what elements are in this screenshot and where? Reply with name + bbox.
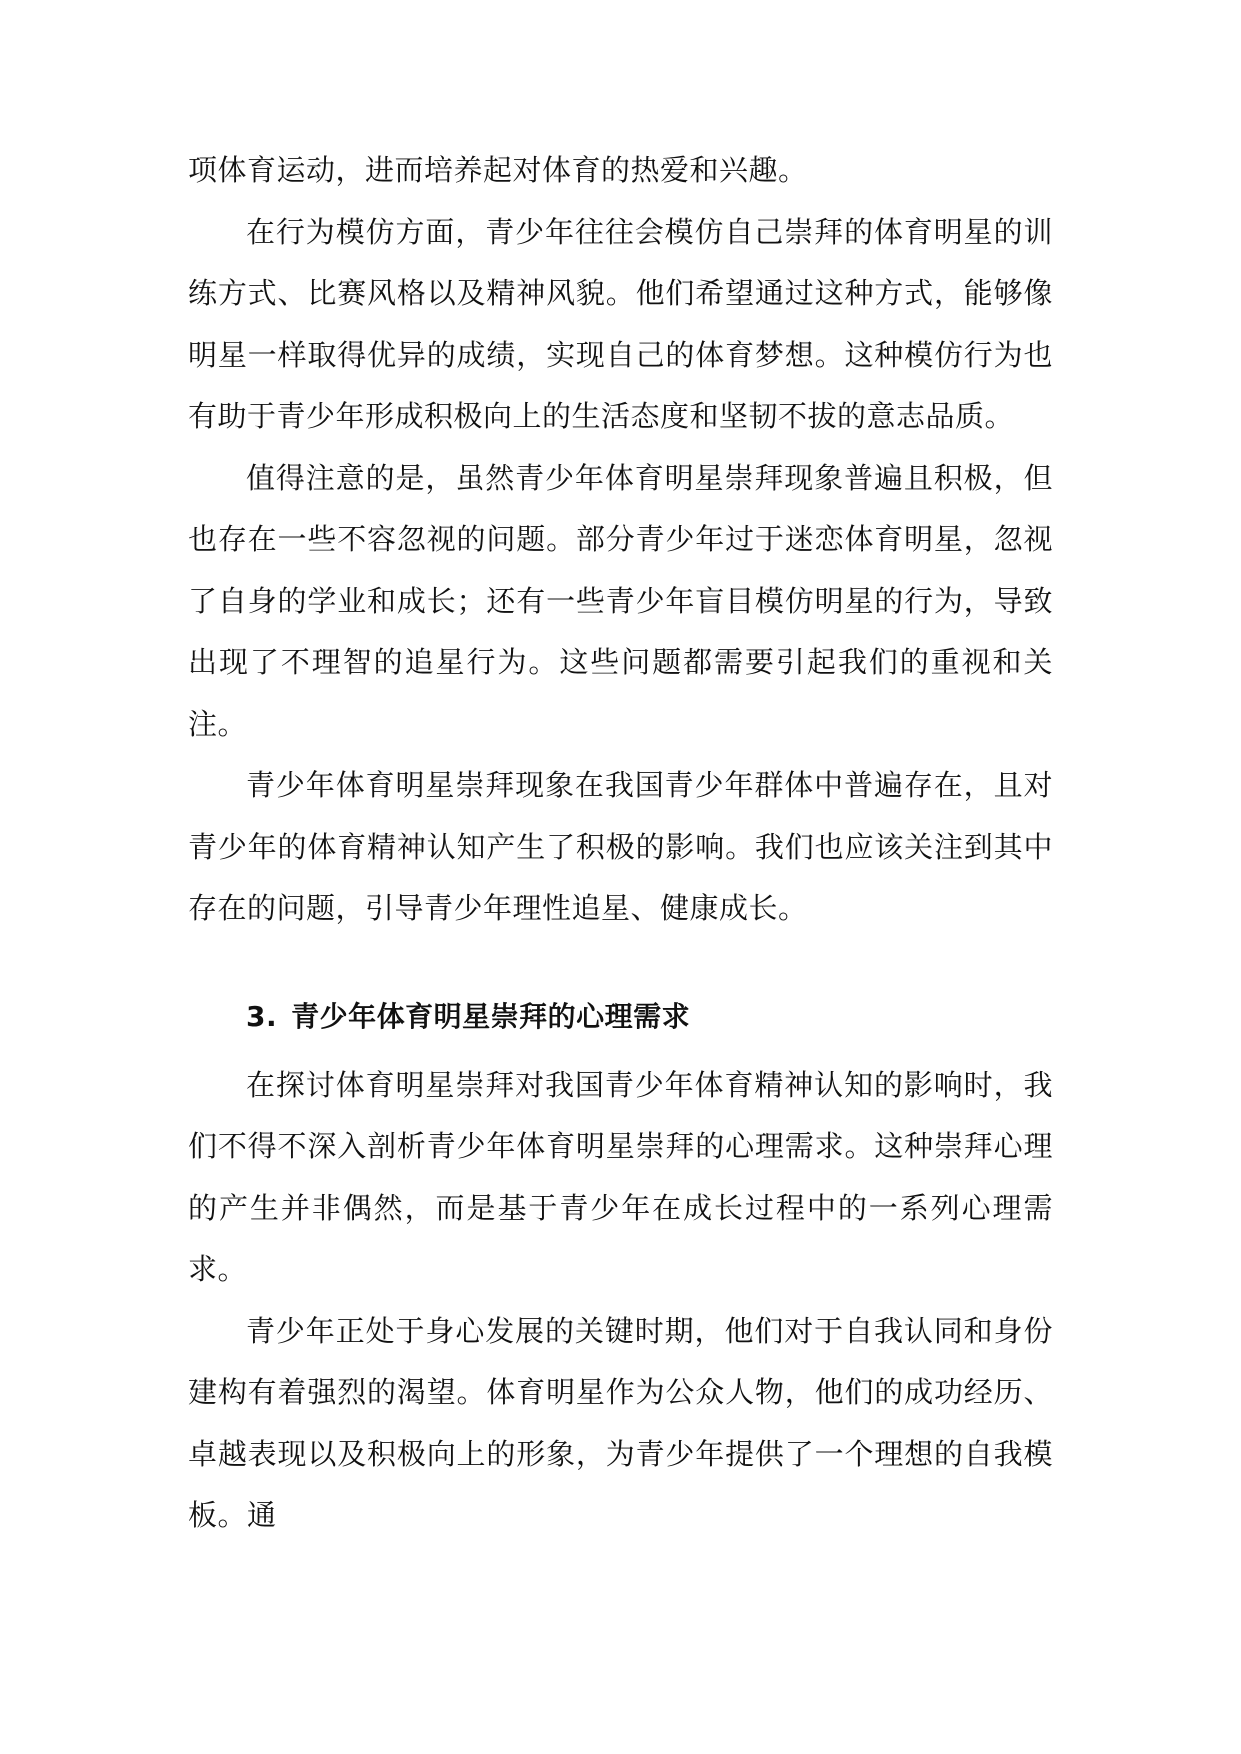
section-title: 青少年体育明星崇拜的心理需求 [291,999,691,1033]
paragraph-self-identity: 青少年正处于身心发展的关键时期，他们对于自我认同和身份建构有着强烈的渴望。体育明星作为公众人物，他们的成功经历、卓越表现以及积极向上的形象，为青少年提供了一个理想的自我模板。通 [188,1313,1053,1532]
paragraph-psych-needs-intro: 在探讨体育明星崇拜对我国青少年体育精神认知的影响时，我们不得不深入剖析青少年体育明星崇拜的心理需求。这种崇拜心理的产生并非偶然，而是基于青少年在成长过程中的一系列心理需求。 [188,1067,1053,1286]
paragraph-concerns: 值得注意的是，虽然青少年体育明星崇拜现象普遍且积极，但也存在一些不容忽视的问题。部分青少年过于迷恋体育明星，忽视了自身的学业和成长；还有一些青少年盲目模仿明星的行为，导致出现了不理智的追星行为。这些问题都需要引起我们的重视和关注。 [188,460,1053,741]
section-number: 3. [246,999,278,1033]
paragraph-behavior-imitation: 在行为模仿方面，青少年往往会模仿自己崇拜的体育明星的训练方式、比赛风格以及精神风貌。他们希望通过这种方式，能够像明星一样取得优异的成绩，实现自己的体育梦想。这种模仿行为也有助于青少年形成积极向上的生活态度和坚韧不拔的意志品质。 [188,214,1053,433]
document-body [188,140,1053,1547]
paragraph-continuation: 项体育运动，进而培养起对体育的热爱和兴趣。 [188,153,808,187]
paragraph-summary: 青少年体育明星崇拜现象在我国青少年群体中普遍存在，且对青少年的体育精神认知产生了积极的影响。我们也应该关注到其中存在的问题，引导青少年理性追星、健康成长。 [188,768,1053,925]
section-heading [246,997,1053,1037]
